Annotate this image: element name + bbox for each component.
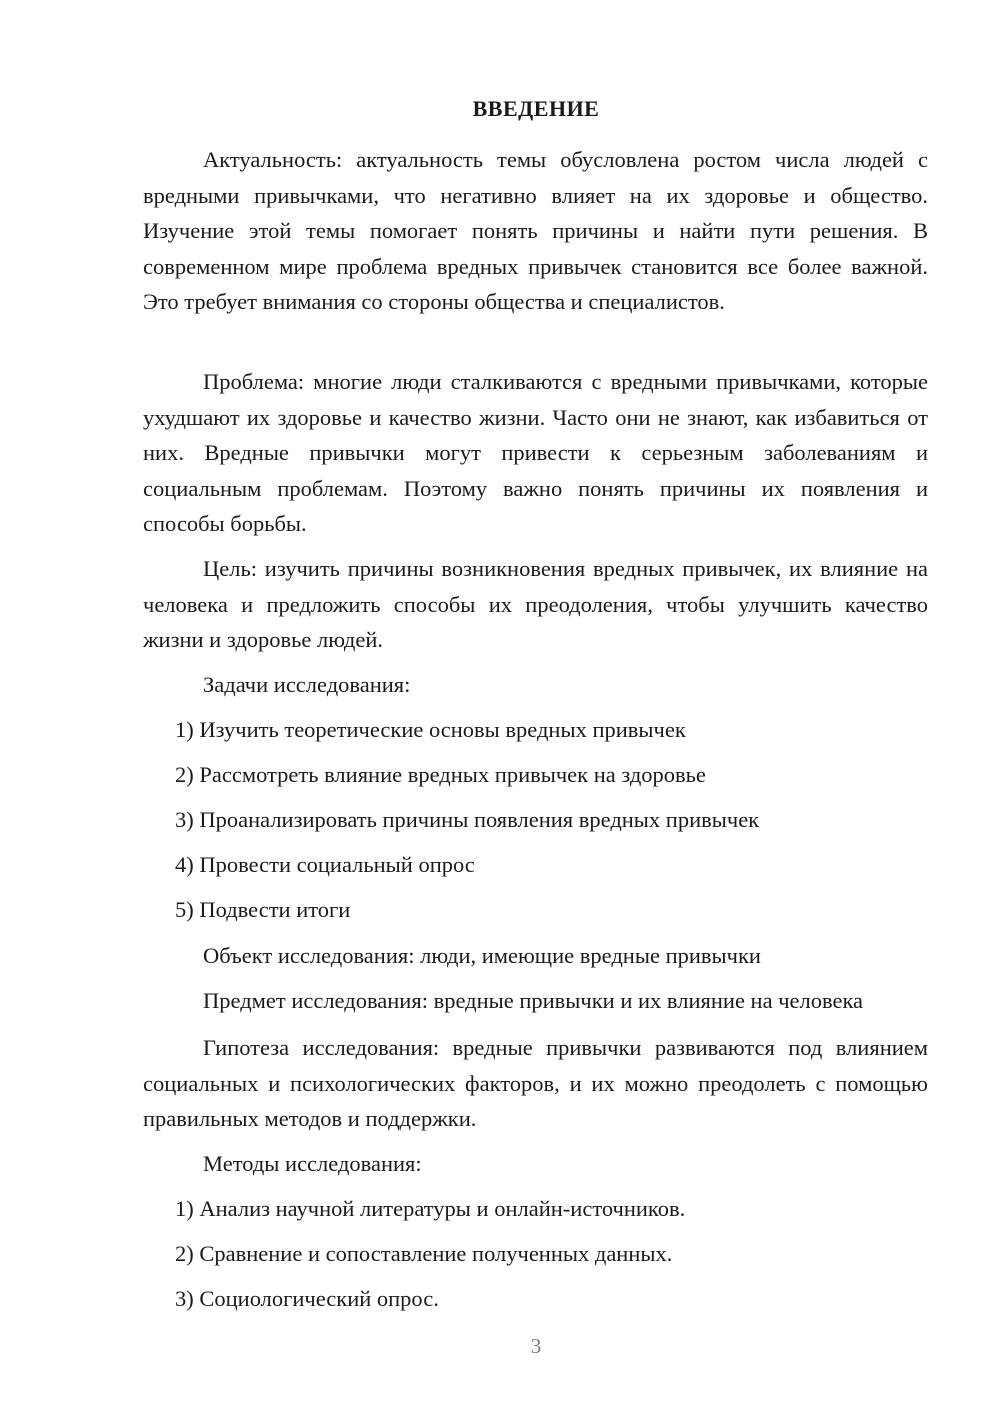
- method-item-2: 2) Сравнение и сопоставление полученных данных.: [175, 1241, 673, 1266]
- tasks-heading: Задачи исследования:: [203, 672, 411, 697]
- research-subject: Предмет исследования: вредные привычки и их влияние на человека: [203, 988, 864, 1013]
- methods-heading: Методы исследования:: [203, 1151, 422, 1176]
- task-item-5: 5) Подвести итоги: [175, 897, 351, 922]
- hypothesis-paragraph: Гипотеза исследования: вредные привычки развиваются под влиянием социальных и психологических факторов, и их можно преодолеть с помощью правильных методов и поддержки.: [143, 1035, 928, 1131]
- task-item-3: 3) Проанализировать причины появления вредных привычек: [175, 807, 760, 832]
- task-item-4: 4) Провести социальный опрос: [175, 852, 475, 877]
- page-title: ВВЕДЕНИЕ: [472, 96, 600, 121]
- method-item-1: 1) Анализ научной литературы и онлайн-источников.: [175, 1196, 686, 1221]
- method-item-3: 3) Социологический опрос.: [175, 1286, 439, 1311]
- relevance-paragraph: Актуальность: актуальность темы обусловлена ростом числа людей с вредными привычками, что негативно влияет на их здоровье и общество. Изучение этой темы помогает понять причины и найти пути решения. В современном мире проблема вредных привычек становится все более важной. Это требует внимания со стороны общества и специалистов.: [143, 147, 928, 314]
- page-number: 3: [530, 1334, 542, 1358]
- task-item-1: 1) Изучить теоретические основы вредных привычек: [175, 717, 686, 742]
- goal-paragraph: Цель: изучить причины возникновения вредных привычек, их влияние на человека и предложить способы их преодоления, чтобы улучшить качество жизни и здоровье людей.: [143, 556, 928, 652]
- research-object: Объект исследования: люди, имеющие вредные привычки: [203, 943, 761, 968]
- task-item-2: 2) Рассмотреть влияние вредных привычек на здоровье: [175, 762, 706, 787]
- problem-paragraph: Проблема: многие люди сталкиваются с вредными привычками, которые ухудшают их здоровье и качество жизни. Часто они не знают, как избавиться от них. Вредные привычки могут привести к серьезным заболеваниям и социальным проблемам. Поэтому важно понять причины их появления и способы борьбы.: [143, 369, 928, 536]
